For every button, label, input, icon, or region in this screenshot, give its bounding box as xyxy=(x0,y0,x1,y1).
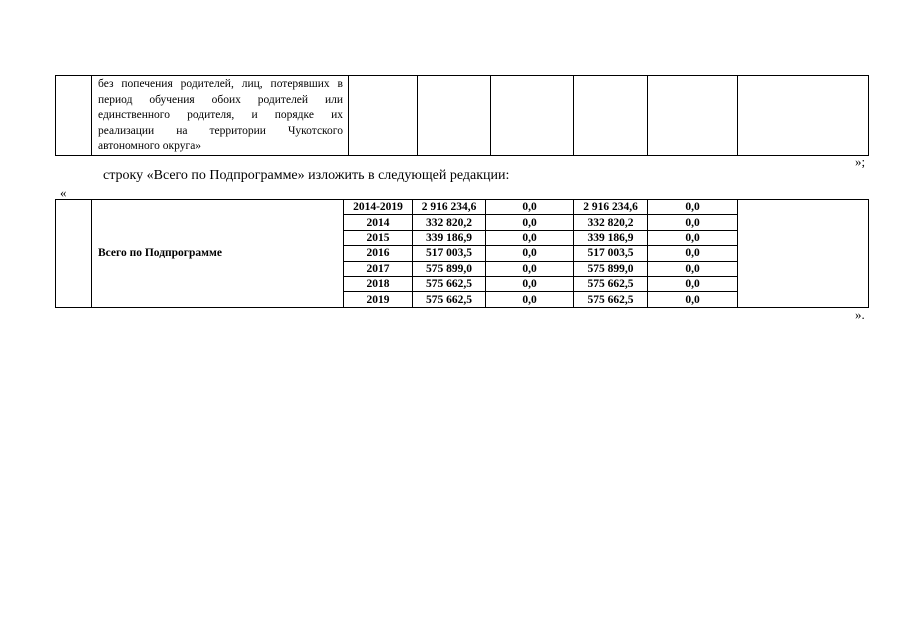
cell-total: 575 899,0 xyxy=(413,261,486,276)
cell-period: 2019 xyxy=(344,292,413,307)
summary-table xyxy=(55,199,869,308)
empty-cell xyxy=(418,76,491,156)
cell-c3: 2 916 234,6 xyxy=(574,200,648,215)
cell-c3: 575 662,5 xyxy=(574,292,648,307)
cell-c4: 0,0 xyxy=(648,200,738,215)
cell-total: 575 662,5 xyxy=(413,276,486,291)
cell-total: 339 186,9 xyxy=(413,230,486,245)
cell-c2: 0,0 xyxy=(486,215,574,230)
cell-total: 517 003,5 xyxy=(413,246,486,261)
cell-c2: 0,0 xyxy=(486,261,574,276)
cell-period: 2014-2019 xyxy=(344,200,413,215)
empty-cell xyxy=(648,76,738,156)
cell-period: 2017 xyxy=(344,261,413,276)
empty-cell xyxy=(738,76,869,156)
number-cell xyxy=(56,76,92,156)
instruction-text: строку «Всего по Подпрограмме» изложить в следующей редакции: xyxy=(103,168,510,183)
cell-c4: 0,0 xyxy=(648,292,738,307)
continuation-table xyxy=(55,75,869,156)
cell-c4: 0,0 xyxy=(648,276,738,291)
cell-c2: 0,0 xyxy=(486,276,574,291)
cell-period: 2015 xyxy=(344,230,413,245)
empty-cell xyxy=(491,76,574,156)
table-row xyxy=(56,200,869,215)
cell-c2: 0,0 xyxy=(486,230,574,245)
closing-quote: »; xyxy=(855,154,866,169)
summary-body xyxy=(56,200,869,308)
cell-c4: 0,0 xyxy=(648,246,738,261)
closing-quote: ». xyxy=(855,307,865,322)
cell-period: 2018 xyxy=(344,276,413,291)
cell-c4: 0,0 xyxy=(648,230,738,245)
cell-c4: 0,0 xyxy=(648,215,738,230)
cell-c4: 0,0 xyxy=(648,261,738,276)
summary-label: Всего по Подпрограмме xyxy=(92,200,344,308)
table-row xyxy=(56,76,869,156)
empty-cell xyxy=(738,200,869,308)
description-cell: без попечения родителей, лиц, потерявших в период обучения обоих родителей или единственного родителя, и порядке их реализации на территории Чукотского автономного округа» xyxy=(92,76,349,156)
cell-c3: 517 003,5 xyxy=(574,246,648,261)
cell-c3: 339 186,9 xyxy=(574,230,648,245)
cell-total: 332 820,2 xyxy=(413,215,486,230)
opening-quote: « xyxy=(60,185,67,200)
number-cell xyxy=(56,200,92,308)
cell-c2: 0,0 xyxy=(486,246,574,261)
cell-c2: 0,0 xyxy=(486,292,574,307)
cell-total: 575 662,5 xyxy=(413,292,486,307)
cell-c3: 575 662,5 xyxy=(574,276,648,291)
cell-c3: 332 820,2 xyxy=(574,215,648,230)
cell-c3: 575 899,0 xyxy=(574,261,648,276)
empty-cell xyxy=(349,76,418,156)
cell-total: 2 916 234,6 xyxy=(413,200,486,215)
empty-cell xyxy=(574,76,648,156)
cell-period: 2014 xyxy=(344,215,413,230)
cell-period: 2016 xyxy=(344,246,413,261)
cell-c2: 0,0 xyxy=(486,200,574,215)
